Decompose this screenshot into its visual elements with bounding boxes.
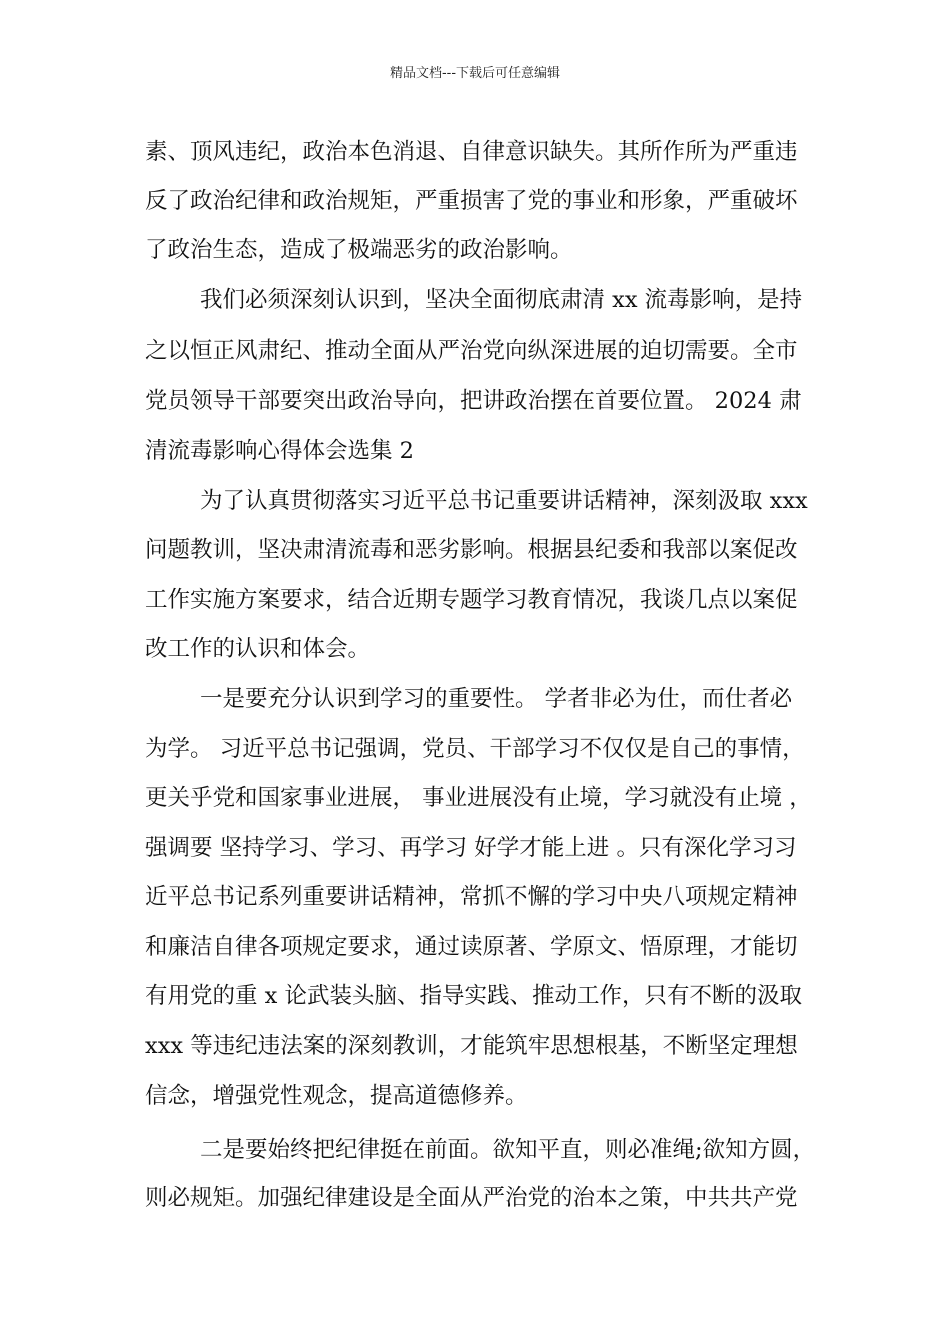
text-line-content: 反了政治纪律和政治规矩，严重损害了党的事业和形象，严重破坏 (145, 188, 798, 214)
text-line-content: 素、顶风违纪，政治本色消退、自律意识缺失。其所作所为严重违 (145, 139, 798, 165)
text-line (145, 734, 820, 764)
text-line-content: xxx 等违纪违法案的深刻教训，才能筑牢思想根基，不断坚定理想 (145, 1033, 798, 1059)
text-line-content: 二是要始终把纪律挺在前面。欲知平直，则必准绳;欲知方圆， (200, 1137, 816, 1163)
text-line-content: 有用党的重 x 论武装头脑、指导实践、推动工作，只有不断的汲取 (145, 983, 802, 1009)
text-line (200, 684, 820, 714)
text-line-content: 清流毒影响心得体会选集 2 (145, 438, 414, 464)
text-line (145, 137, 820, 167)
text-line (145, 634, 820, 664)
text-line-content: 为了认真贯彻落实习近平总书记重要讲话精神，深刻汲取 xxx (200, 488, 808, 514)
text-line (200, 285, 820, 315)
text-line (145, 981, 820, 1011)
text-line (145, 436, 820, 466)
text-line-content: 我们必须深刻认识到，坚决全面彻底肃清 xx 流毒影响，是持 (200, 287, 803, 313)
text-line-content: 近平总书记系列重要讲话精神，常抓不懈的学习中央八项规定精神 (145, 884, 798, 910)
text-line (200, 1135, 820, 1165)
text-line-content: 更关乎党和国家事业进展， 事业进展没有止境，学习就没有止境 ， (145, 785, 812, 811)
text-line-content: 改工作的认识和体会。 (145, 636, 371, 662)
text-line (145, 235, 820, 265)
text-line-content: 工作实施方案要求，结合近期专题学习教育情况，我谈几点以案促 (145, 587, 798, 613)
text-line-content: 党员领导干部要突出政治导向，把讲政治摆在首要位置。 2024 肃 (145, 388, 802, 414)
text-line (200, 486, 820, 516)
text-line-content: 一是要充分认识到学习的重要性。 学者非必为仕，而仕者必 (200, 686, 793, 712)
text-line (145, 535, 820, 565)
text-line (145, 932, 820, 962)
text-line (145, 1081, 820, 1111)
text-line-content: 之以恒正风肃纪、推动全面从严治党向纵深进展的迫切需要。全市 (145, 338, 798, 364)
text-line (145, 1031, 820, 1061)
text-line (145, 336, 820, 366)
text-line (145, 882, 820, 912)
text-line (145, 833, 820, 863)
page-header: 精品文档---下载后可任意编辑 (389, 66, 561, 81)
text-line (145, 1183, 820, 1213)
text-line-content: 和廉洁自律各项规定要求，通过读原著、学原文、悟原理，才能切 (145, 934, 798, 960)
text-line (145, 585, 820, 615)
text-line-content: 问题教训，坚决肃清流毒和恶劣影响。根据县纪委和我部以案促改 (145, 537, 798, 563)
text-line-content: 则必规矩。加强纪律建设是全面从严治党的治本之策，中共共产党 (145, 1185, 798, 1211)
text-line (145, 386, 820, 416)
text-line-content: 强调要 坚持学习、学习、再学习 好学才能上进 。只有深化学习习 (145, 835, 797, 861)
text-line-content: 信念，增强党性观念，提高道德修养。 (145, 1083, 528, 1109)
text-line-content: 为学。 习近平总书记强调，党员、干部学习不仅仅是自己的事情， (145, 736, 805, 762)
text-line (145, 783, 820, 813)
text-line (145, 186, 820, 216)
text-line-content: 了政治生态，造成了极端恶劣的政治影响。 (145, 237, 573, 263)
